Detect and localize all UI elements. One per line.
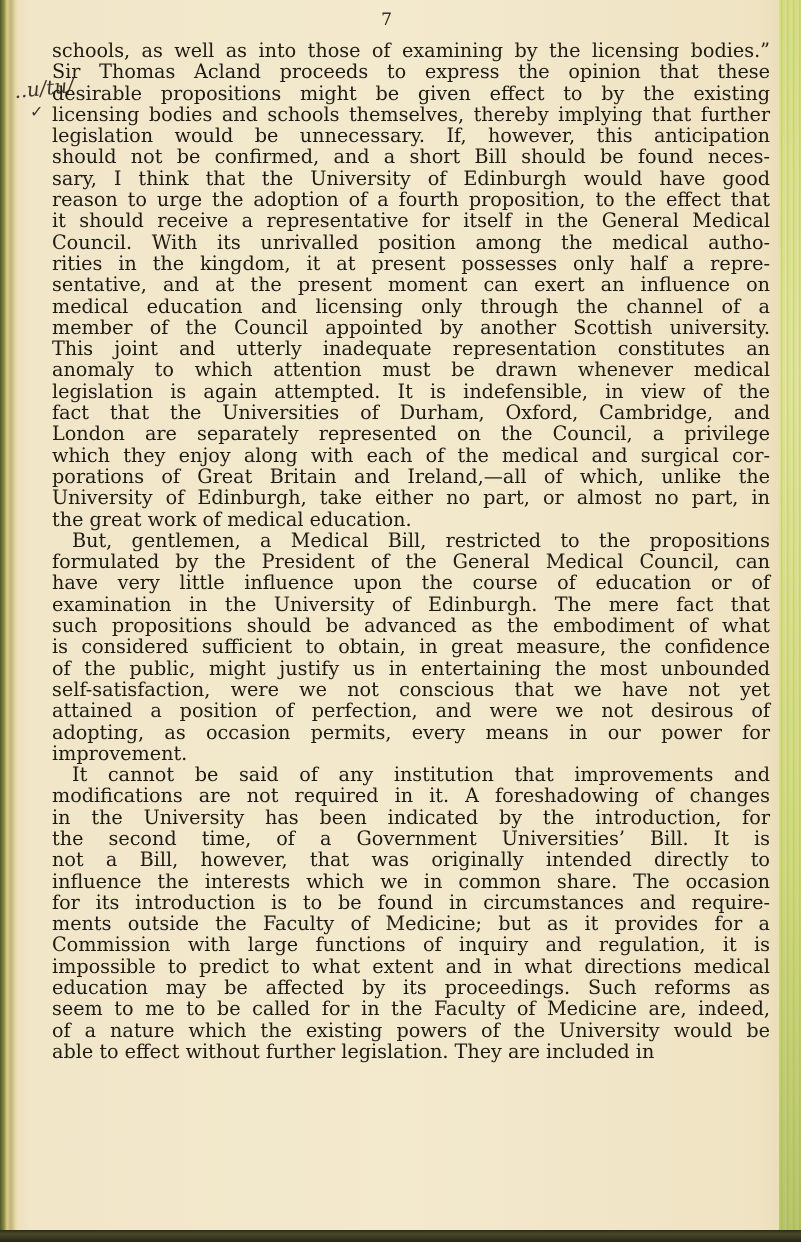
binding-edge-left (0, 0, 20, 1242)
text-line: self-satisfaction, were we not conscious that we have not yet (52, 677, 770, 701)
text-line: This joint and utterly inadequate representation constitutes an (52, 337, 770, 361)
text-line: which they enjoy along with each of the medical and surgical cor- (52, 443, 770, 467)
text-line: attained a position of perfection, and were we not desirous of (52, 699, 770, 723)
text-line: examination in the University of Edinburgh. The mere fact that (52, 592, 770, 616)
text-line: sary, I think that the University of Edinburgh would have good (52, 166, 770, 190)
text-line: the great work of medical education. (52, 507, 412, 531)
handwritten-tick-mark: ✓ (30, 102, 44, 121)
text-line: legislation is again attempted. It is indefensible, in view of the (52, 379, 770, 403)
text-line: Commission with large functions of inquiry and regulation, it is (52, 933, 770, 957)
text-line: desirable propositions might be given effect to by the existing (52, 81, 770, 105)
body-text (52, 40, 770, 1062)
text-line: able to effect without further legislation. They are included in (52, 1039, 655, 1063)
text-line: legislation would be unnecessary. If, however, this anticipation (52, 124, 770, 148)
text-line: have very little influence upon the course of education or of (52, 571, 770, 595)
text-line: of the public, might justify us in entertaining the most unbounded (52, 656, 770, 680)
text-line: Council. With its unrivalled position among the medical autho- (52, 230, 770, 254)
text-line: anomaly to which attention must be drawn whenever medical (52, 358, 770, 382)
text-line: fact that the Universities of Durham, Oxford, Cambridge, and (52, 401, 770, 425)
text-line: modifications are not required in it. A foreshadowing of changes (52, 784, 770, 808)
text-line: not a Bill, however, that was originally intended directly to (52, 848, 770, 872)
text-line: impossible to predict to what extent and in what directions medical (52, 954, 770, 978)
fore-edge-right (779, 0, 801, 1242)
text-line: porations of Great Britain and Ireland,—all of which, unlike the (52, 464, 770, 488)
text-line: formulated by the President of the General Medical Council, can (52, 550, 770, 574)
text-line: influence the interests which we in common share. The occasion (52, 869, 770, 893)
text-line: It cannot be said of any institution that improvements and (72, 763, 770, 787)
text-line: medical education and licensing only through the channel of a (52, 294, 770, 318)
text-line: improvement. (52, 741, 188, 765)
text-line: member of the Council appointed by another Scottish university. (52, 315, 770, 339)
text-line: seem to me to be called for in the Faculty of Medicine are, indeed, (52, 997, 770, 1021)
text-line: reason to urge the adoption of a fourth proposition, to the effect that (52, 188, 770, 212)
text-line: University of Edinburgh, take either no part, or almost no part, in (52, 486, 770, 510)
text-line: But, gentlemen, a Medical Bill, restricted to the propositions (72, 528, 770, 552)
text-line: is considered sufficient to obtain, in great measure, the confidence (52, 635, 770, 659)
text-line: licensing bodies and schools themselves, thereby implying that further (52, 102, 770, 126)
text-line: sentative, and at the present moment can exert an influence on (52, 273, 770, 297)
text-line: ments outside the Faculty of Medicine; but as it provides for a (52, 912, 770, 936)
text-line: of a nature which the existing powers of the University would be (52, 1018, 770, 1042)
text-line: education may be affected by its proceedings. Such reforms as (52, 976, 770, 1000)
text-line: schools, as well as into those of examining by the licensing bodies.” (52, 39, 770, 62)
text-line: in the University has been indicated by the introduction, for (52, 805, 770, 829)
text-line: it should receive a representative for itself in the General Medical (52, 209, 770, 233)
text-line: adopting, as occasion permits, every means in our power for (52, 720, 770, 744)
text-line: rities in the kingdom, it at present possesses only half a repre- (52, 251, 770, 275)
text-line: for its introduction is to be found in circumstances and require- (52, 890, 770, 914)
handwritten-margin-note: ..u/tu/ (12, 72, 76, 104)
text-line: such propositions should be advanced as the embodiment of what (52, 614, 770, 638)
text-line: London are separately represented on the Council, a privilege (52, 422, 770, 446)
text-line: Sir Thomas Acland proceeds to express the opinion that these (52, 60, 770, 84)
text-line: the second time, of a Government Universities’ Bill. It is (52, 826, 770, 850)
text-line: should not be confirmed, and a short Bill should be found neces- (52, 145, 770, 169)
page-bottom-shadow (0, 1230, 801, 1242)
page-number: 7 (381, 10, 392, 30)
